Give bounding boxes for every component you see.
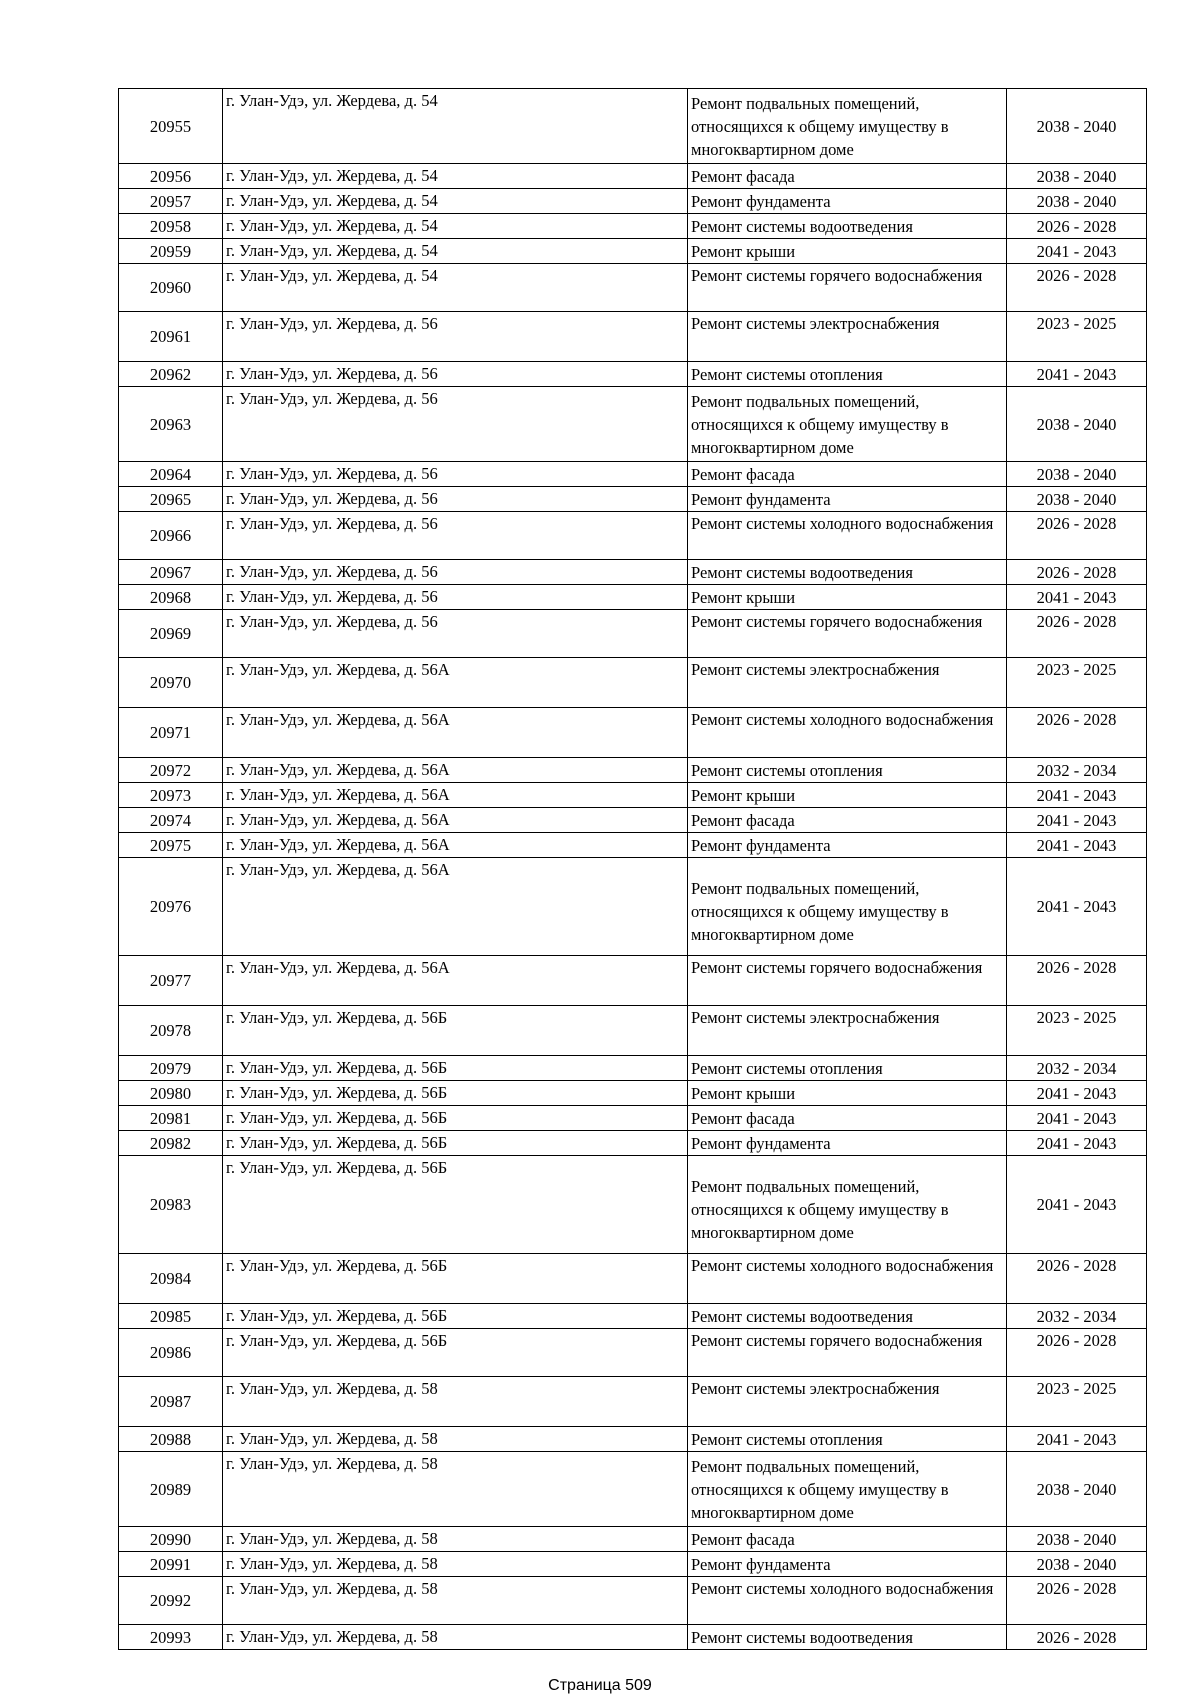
- capital-repair-table: [118, 88, 1147, 1650]
- table-row: [119, 1106, 1147, 1131]
- row-work-type: Ремонт подвальных помещений, относящихся к общему имуществу в многоквартирном доме: [688, 89, 1007, 164]
- row-period: 2041 - 2043: [1007, 833, 1147, 858]
- row-period: 2026 - 2028: [1007, 956, 1147, 1006]
- table-body: [119, 89, 1147, 1650]
- table-row: [119, 462, 1147, 487]
- row-work-type: Ремонт фасада: [688, 164, 1007, 189]
- row-period: 2041 - 2043: [1007, 362, 1147, 387]
- row-period: 2026 - 2028: [1007, 512, 1147, 560]
- table-row: [119, 783, 1147, 808]
- table-row: [119, 808, 1147, 833]
- row-period: 2023 - 2025: [1007, 1006, 1147, 1056]
- table-row: [119, 1056, 1147, 1081]
- row-address: г. Улан-Удэ, ул. Жердева, д. 58: [223, 1452, 688, 1527]
- row-address: г. Улан-Удэ, ул. Жердева, д. 56: [223, 462, 688, 487]
- row-address: г. Улан-Удэ, ул. Жердева, д. 56Б: [223, 1081, 688, 1106]
- row-address: г. Улан-Удэ, ул. Жердева, д. 56: [223, 312, 688, 362]
- row-work-type: Ремонт системы водоотведения: [688, 1625, 1007, 1650]
- row-work-type: Ремонт подвальных помещений, относящихся к общему имуществу в многоквартирном доме: [688, 858, 1007, 956]
- row-work-type: Ремонт крыши: [688, 1081, 1007, 1106]
- table-row: [119, 512, 1147, 560]
- row-address: г. Улан-Удэ, ул. Жердева, д. 58: [223, 1552, 688, 1577]
- row-address: г. Улан-Удэ, ул. Жердева, д. 56Б: [223, 1304, 688, 1329]
- row-work-type: Ремонт системы водоотведения: [688, 560, 1007, 585]
- row-work-type: Ремонт системы электроснабжения: [688, 658, 1007, 708]
- table-row: [119, 708, 1147, 758]
- row-period: 2041 - 2043: [1007, 1106, 1147, 1131]
- row-period: 2023 - 2025: [1007, 658, 1147, 708]
- row-period: 2026 - 2028: [1007, 610, 1147, 658]
- row-period: 2023 - 2025: [1007, 1377, 1147, 1427]
- row-work-type: Ремонт системы электроснабжения: [688, 312, 1007, 362]
- row-work-type: Ремонт крыши: [688, 239, 1007, 264]
- row-period: 2038 - 2040: [1007, 1552, 1147, 1577]
- row-number: 20989: [119, 1452, 223, 1527]
- row-address: г. Улан-Удэ, ул. Жердева, д. 58: [223, 1527, 688, 1552]
- row-number: 20957: [119, 189, 223, 214]
- row-work-type: Ремонт фундамента: [688, 189, 1007, 214]
- row-period: 2041 - 2043: [1007, 1156, 1147, 1254]
- row-work-type: Ремонт системы отопления: [688, 1427, 1007, 1452]
- row-address: г. Улан-Удэ, ул. Жердева, д. 58: [223, 1377, 688, 1427]
- row-address: г. Улан-Удэ, ул. Жердева, д. 56Б: [223, 1254, 688, 1304]
- row-address: г. Улан-Удэ, ул. Жердева, д. 56: [223, 610, 688, 658]
- row-address: г. Улан-Удэ, ул. Жердева, д. 56Б: [223, 1329, 688, 1377]
- table-row: [119, 1254, 1147, 1304]
- row-period: 2038 - 2040: [1007, 164, 1147, 189]
- row-work-type: Ремонт подвальных помещений, относящихся к общему имуществу в многоквартирном доме: [688, 1156, 1007, 1254]
- row-period: 2026 - 2028: [1007, 264, 1147, 312]
- table-row: [119, 312, 1147, 362]
- row-address: г. Улан-Удэ, ул. Жердева, д. 56А: [223, 808, 688, 833]
- row-address: г. Улан-Удэ, ул. Жердева, д. 56А: [223, 658, 688, 708]
- row-period: 2026 - 2028: [1007, 1329, 1147, 1377]
- row-number: 20982: [119, 1131, 223, 1156]
- table-row: [119, 1452, 1147, 1527]
- row-period: 2041 - 2043: [1007, 239, 1147, 264]
- table-row: [119, 1156, 1147, 1254]
- table-row: [119, 1304, 1147, 1329]
- row-work-type: Ремонт крыши: [688, 585, 1007, 610]
- table-row: [119, 214, 1147, 239]
- row-work-type: Ремонт системы электроснабжения: [688, 1006, 1007, 1056]
- table-row: [119, 758, 1147, 783]
- row-work-type: Ремонт системы отопления: [688, 362, 1007, 387]
- row-address: г. Улан-Удэ, ул. Жердева, д. 56Б: [223, 1131, 688, 1156]
- row-work-type: Ремонт фасада: [688, 808, 1007, 833]
- row-address: г. Улан-Удэ, ул. Жердева, д. 54: [223, 239, 688, 264]
- row-period: 2038 - 2040: [1007, 89, 1147, 164]
- row-work-type: Ремонт фундамента: [688, 1131, 1007, 1156]
- row-address: г. Улан-Удэ, ул. Жердева, д. 56: [223, 512, 688, 560]
- table-row: [119, 858, 1147, 956]
- table-row: [119, 1625, 1147, 1650]
- row-period: 2026 - 2028: [1007, 708, 1147, 758]
- row-work-type: Ремонт фасада: [688, 1106, 1007, 1131]
- row-work-type: Ремонт подвальных помещений, относящихся к общему имуществу в многоквартирном доме: [688, 1452, 1007, 1527]
- row-address: г. Улан-Удэ, ул. Жердева, д. 54: [223, 89, 688, 164]
- row-work-type: Ремонт фасада: [688, 1527, 1007, 1552]
- row-number: 20961: [119, 312, 223, 362]
- row-number: 20965: [119, 487, 223, 512]
- table-row: [119, 239, 1147, 264]
- table-row: [119, 585, 1147, 610]
- row-number: 20978: [119, 1006, 223, 1056]
- row-work-type: Ремонт системы водоотведения: [688, 214, 1007, 239]
- row-number: 20983: [119, 1156, 223, 1254]
- row-number: 20984: [119, 1254, 223, 1304]
- row-address: г. Улан-Удэ, ул. Жердева, д. 56А: [223, 783, 688, 808]
- row-number: 20967: [119, 560, 223, 585]
- table-row: [119, 560, 1147, 585]
- table-row: [119, 164, 1147, 189]
- row-work-type: Ремонт фасада: [688, 462, 1007, 487]
- row-period: 2026 - 2028: [1007, 560, 1147, 585]
- table-row: [119, 1131, 1147, 1156]
- row-number: 20993: [119, 1625, 223, 1650]
- table-row: [119, 1377, 1147, 1427]
- row-address: г. Улан-Удэ, ул. Жердева, д. 56: [223, 387, 688, 462]
- row-number: 20970: [119, 658, 223, 708]
- row-number: 20971: [119, 708, 223, 758]
- row-period: 2041 - 2043: [1007, 783, 1147, 808]
- row-number: 20969: [119, 610, 223, 658]
- table-row: [119, 1081, 1147, 1106]
- row-number: 20986: [119, 1329, 223, 1377]
- row-period: 2038 - 2040: [1007, 487, 1147, 512]
- row-number: 20958: [119, 214, 223, 239]
- row-number: 20962: [119, 362, 223, 387]
- row-number: 20988: [119, 1427, 223, 1452]
- row-address: г. Улан-Удэ, ул. Жердева, д. 56: [223, 585, 688, 610]
- table-row: [119, 658, 1147, 708]
- row-period: 2026 - 2028: [1007, 1577, 1147, 1625]
- row-period: 2041 - 2043: [1007, 1081, 1147, 1106]
- row-period: 2038 - 2040: [1007, 462, 1147, 487]
- row-number: 20956: [119, 164, 223, 189]
- table-row: [119, 89, 1147, 164]
- row-number: 20980: [119, 1081, 223, 1106]
- row-number: 20985: [119, 1304, 223, 1329]
- row-number: 20973: [119, 783, 223, 808]
- row-work-type: Ремонт фундамента: [688, 1552, 1007, 1577]
- table-row: [119, 1329, 1147, 1377]
- row-period: 2038 - 2040: [1007, 189, 1147, 214]
- table-row: [119, 956, 1147, 1006]
- row-address: г. Улан-Удэ, ул. Жердева, д. 56Б: [223, 1006, 688, 1056]
- row-address: г. Улан-Удэ, ул. Жердева, д. 56А: [223, 758, 688, 783]
- row-address: г. Улан-Удэ, ул. Жердева, д. 54: [223, 214, 688, 239]
- row-number: 20990: [119, 1527, 223, 1552]
- row-period: 2038 - 2040: [1007, 387, 1147, 462]
- row-period: 2041 - 2043: [1007, 1427, 1147, 1452]
- row-work-type: Ремонт системы отопления: [688, 1056, 1007, 1081]
- row-number: 20992: [119, 1577, 223, 1625]
- table-row: [119, 833, 1147, 858]
- row-period: 2041 - 2043: [1007, 1131, 1147, 1156]
- row-address: г. Улан-Удэ, ул. Жердева, д. 56Б: [223, 1106, 688, 1131]
- row-address: г. Улан-Удэ, ул. Жердева, д. 56: [223, 362, 688, 387]
- row-period: 2032 - 2034: [1007, 758, 1147, 783]
- row-work-type: Ремонт фундамента: [688, 487, 1007, 512]
- table-row: [119, 362, 1147, 387]
- row-address: г. Улан-Удэ, ул. Жердева, д. 56: [223, 560, 688, 585]
- row-period: 2032 - 2034: [1007, 1304, 1147, 1329]
- row-number: 20955: [119, 89, 223, 164]
- row-period: 2041 - 2043: [1007, 585, 1147, 610]
- row-work-type: Ремонт системы горячего водоснабжения: [688, 1329, 1007, 1377]
- row-work-type: Ремонт фундамента: [688, 833, 1007, 858]
- row-period: 2038 - 2040: [1007, 1452, 1147, 1527]
- row-address: г. Улан-Удэ, ул. Жердева, д. 56А: [223, 858, 688, 956]
- row-work-type: Ремонт системы электроснабжения: [688, 1377, 1007, 1427]
- row-period: 2032 - 2034: [1007, 1056, 1147, 1081]
- row-work-type: Ремонт системы холодного водоснабжения: [688, 1577, 1007, 1625]
- row-work-type: Ремонт системы горячего водоснабжения: [688, 956, 1007, 1006]
- row-address: г. Улан-Удэ, ул. Жердева, д. 56Б: [223, 1156, 688, 1254]
- row-period: 2026 - 2028: [1007, 1625, 1147, 1650]
- row-address: г. Улан-Удэ, ул. Жердева, д. 58: [223, 1625, 688, 1650]
- row-work-type: Ремонт крыши: [688, 783, 1007, 808]
- row-period: 2023 - 2025: [1007, 312, 1147, 362]
- table-row: [119, 189, 1147, 214]
- row-number: 20963: [119, 387, 223, 462]
- row-address: г. Улан-Удэ, ул. Жердева, д. 54: [223, 189, 688, 214]
- row-number: 20976: [119, 858, 223, 956]
- row-work-type: Ремонт системы холодного водоснабжения: [688, 708, 1007, 758]
- row-work-type: Ремонт системы горячего водоснабжения: [688, 264, 1007, 312]
- row-number: 20974: [119, 808, 223, 833]
- row-number: 20972: [119, 758, 223, 783]
- table-row: [119, 1427, 1147, 1452]
- table-row: [119, 1577, 1147, 1625]
- table-row: [119, 610, 1147, 658]
- row-period: 2026 - 2028: [1007, 214, 1147, 239]
- row-address: г. Улан-Удэ, ул. Жердева, д. 54: [223, 264, 688, 312]
- row-number: 20987: [119, 1377, 223, 1427]
- row-number: 20964: [119, 462, 223, 487]
- row-number: 20991: [119, 1552, 223, 1577]
- row-address: г. Улан-Удэ, ул. Жердева, д. 58: [223, 1427, 688, 1452]
- table-row: [119, 264, 1147, 312]
- row-work-type: Ремонт подвальных помещений, относящихся к общему имуществу в многоквартирном доме: [688, 387, 1007, 462]
- row-number: 20960: [119, 264, 223, 312]
- table-row: [119, 487, 1147, 512]
- row-work-type: Ремонт системы холодного водоснабжения: [688, 1254, 1007, 1304]
- row-number: 20975: [119, 833, 223, 858]
- table-row: [119, 1006, 1147, 1056]
- row-address: г. Улан-Удэ, ул. Жердева, д. 56: [223, 487, 688, 512]
- row-address: г. Улан-Удэ, ул. Жердева, д. 58: [223, 1577, 688, 1625]
- row-number: 20979: [119, 1056, 223, 1081]
- row-work-type: Ремонт системы водоотведения: [688, 1304, 1007, 1329]
- row-period: 2041 - 2043: [1007, 808, 1147, 833]
- row-work-type: Ремонт системы горячего водоснабжения: [688, 610, 1007, 658]
- row-address: г. Улан-Удэ, ул. Жердева, д. 56А: [223, 956, 688, 1006]
- row-number: 20977: [119, 956, 223, 1006]
- row-address: г. Улан-Удэ, ул. Жердева, д. 56А: [223, 708, 688, 758]
- row-number: 20959: [119, 239, 223, 264]
- row-period: 2038 - 2040: [1007, 1527, 1147, 1552]
- table-row: [119, 387, 1147, 462]
- row-period: 2026 - 2028: [1007, 1254, 1147, 1304]
- row-number: 20966: [119, 512, 223, 560]
- row-address: г. Улан-Удэ, ул. Жердева, д. 54: [223, 164, 688, 189]
- row-number: 20968: [119, 585, 223, 610]
- row-work-type: Ремонт системы отопления: [688, 758, 1007, 783]
- row-address: г. Улан-Удэ, ул. Жердева, д. 56Б: [223, 1056, 688, 1081]
- row-number: 20981: [119, 1106, 223, 1131]
- row-work-type: Ремонт системы холодного водоснабжения: [688, 512, 1007, 560]
- table-row: [119, 1527, 1147, 1552]
- table-row: [119, 1552, 1147, 1577]
- row-period: 2041 - 2043: [1007, 858, 1147, 956]
- row-address: г. Улан-Удэ, ул. Жердева, д. 56А: [223, 833, 688, 858]
- page-number: Страница 509: [548, 1677, 652, 1694]
